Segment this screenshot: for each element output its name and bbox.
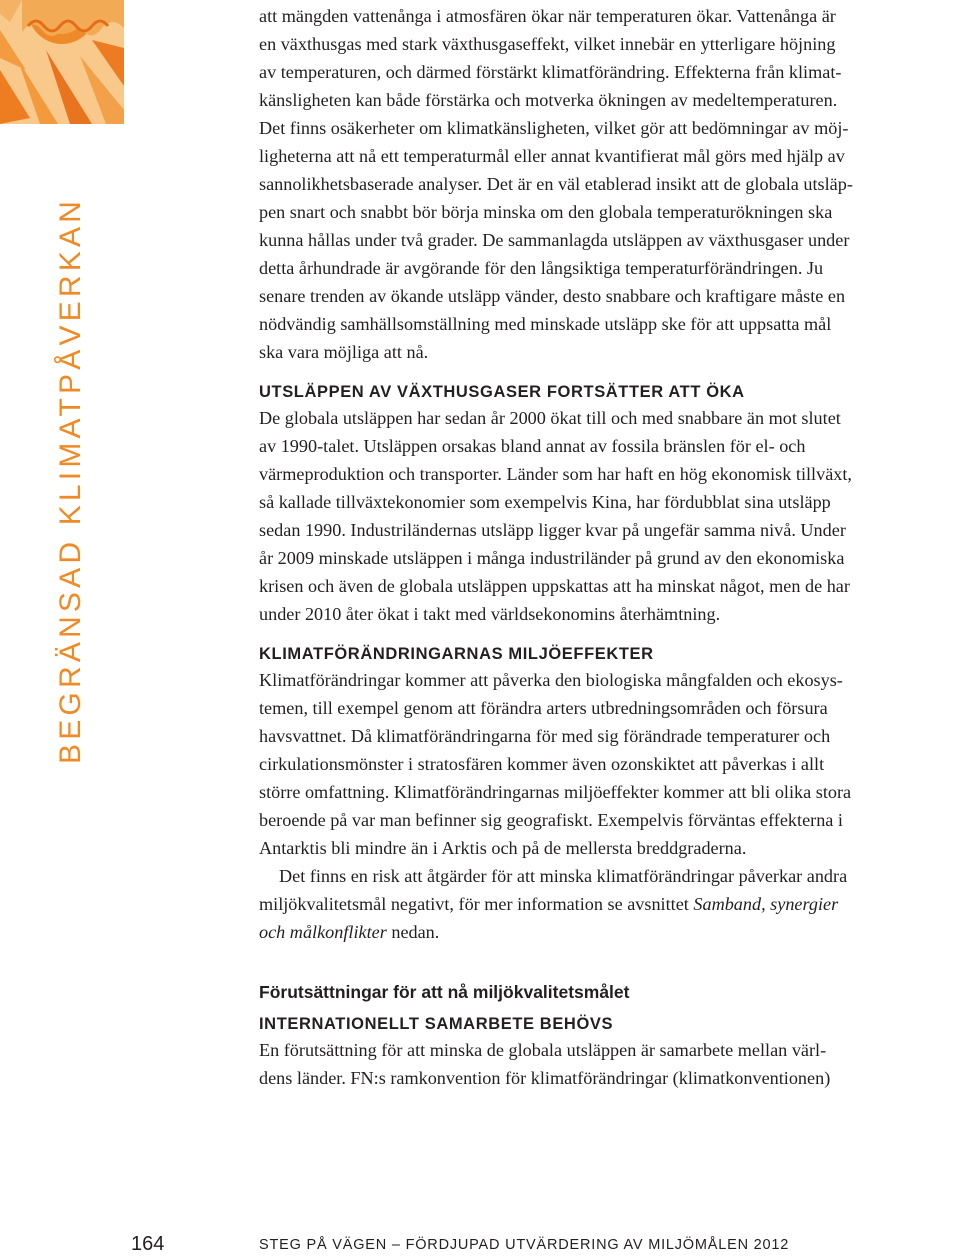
text-line: senare trenden av ökande utsläpp vänder, desto snabbare och kraftigare måste en [259,286,846,306]
cross-reference-link: och målkonflikter [259,922,387,942]
text-line: att mängden vattenånga i atmosfären ökar när temperaturen ökar. Vattenånga är [259,6,836,26]
text-line: så kallade tillväxtekonomier som exempelvis Kina, har fördubblat sina utsläpp [259,492,831,512]
text-line: en växthusgas med stark växthusgaseffekt, vilket innebär en ytterligare höjning [259,34,836,54]
text-line: dens länder. FN:s ramkonvention för klimatförändringar (klimatkonventionen) [259,1068,831,1088]
text-line: under 2010 åter ökat i takt med världsekonomins återhämtning. [259,604,721,624]
text-line: krisen och även de globala utsläppen uppskattas att ha minskat något, men de har [259,576,850,596]
text-line: cirkulationsmönster i stratosfären kommer även ozonskiktet att påverkas i allt [259,754,825,774]
text-line: sannolikhetsbaserade analyser. Det är en väl etablerad insikt att de globala utsläp- [259,174,853,194]
subheading-samarbete: INTERNATIONELLT SAMARBETE BEHÖVS [259,1015,614,1033]
text-line: känsligheten kan både förstärka och motverka ökningen av medeltemperaturen. [259,90,838,110]
text-line: värmeproduktion och transporter. Länder som har haft en hög ekonomisk tillväxt, [259,464,852,484]
paragraph-samarbete [259,1036,959,1092]
sun-logo-icon [0,0,124,124]
text-line: Antarktis bli mindre än i Arktis och på de mellersta breddgraderna. [259,838,747,858]
text-line: temen, till exempel genom att förändra arters utbredningsområden och försura [259,698,828,718]
text-segment: miljökvalitetsmål negativt, för mer information se avsnittet [259,894,694,914]
text-line: detta århundrade är avgörande för den långsiktiga temperaturförändringen. Ju [259,258,824,278]
text-line: Det finns en risk att åtgärder för att minska klimatförändringar påverkar andra [279,866,848,886]
page-footer [0,1233,960,1257]
text-line: En förutsättning för att minska de globala utsläppen är samarbete mellan värl- [259,1040,827,1060]
text-line [259,890,959,918]
subheading-utslappen: UTSLÄPPEN AV VÄXTHUSGASER FORTSÄTTER ATT ÖKA [259,383,745,401]
main-content [259,2,959,1092]
paragraph-utslappen [259,404,959,628]
text-line: större omfattning. Klimatförändringarnas miljöeffekter kommer att bli olika stora [259,782,852,802]
text-segment: nedan. [386,922,440,942]
text-line: år 2009 minskade utsläppen i många industriländer på grund av den ekonomiska [259,548,845,568]
text-line: Det finns osäkerheter om klimatkänsligheten, vilket gör att bedömningar av möj- [259,118,849,138]
text-line: Klimatförändringar kommer att påverka den biologiska mångfalden och ekosys- [259,670,843,690]
text-line: ska vara möjliga att nå. [259,342,429,362]
text-line: De globala utsläppen har sedan år 2000 ökat till och med snabbare än mot slutet [259,408,841,428]
paragraph-miljoeffekter [259,666,959,946]
page-number: 164 [131,1233,165,1255]
text-line [259,918,959,946]
cross-reference-link: Samband, synergier [693,894,839,914]
text-line: beroende på var man befinner sig geografiskt. Exempelvis förväntas effekterna i [259,810,843,830]
text-line: kunna hållas under två grader. De sammanlagda utsläppen av växthusgaser under [259,230,850,250]
text-line: havsvattnet. Då klimatförändringarna för med sig förändrade temperaturer och [259,726,831,746]
text-line: nödvändig samhällsomställning med minskade utsläpp ske för att uppsatta mål [259,314,832,334]
subheading-miljoeffekter: KLIMATFÖRÄNDRINGARNAS MILJÖEFFEKTER [259,645,654,663]
text-line: sedan 1990. Industriländernas utsläpp ligger kvar på ungefär samma nivå. Under [259,520,846,540]
text-line: av temperaturen, och därmed förstärkt klimatförändring. Effekterna från klimat- [259,62,842,82]
section-heading-forutsattningar: Förutsättningar för att nå miljökvalitetsmålet [259,982,630,1002]
section-side-title: BEGRÄNSAD KLIMATPÅVERKAN [54,196,87,764]
text-line: ligheterna att nå ett temperaturmål eller annat kvantifierat mål görs med hjälp av [259,146,845,166]
footer-publication-title: STEG PÅ VÄGEN – FÖRDJUPAD UTVÄRDERING AV MILJÖMÅLEN 2012 [259,1237,790,1253]
text-line: av 1990-talet. Utsläppen orsakas bland annat av fossila bränslen för el- och [259,436,806,456]
paragraph-klimatkanslighet [259,2,959,366]
text-line: pen snart och snabbt bör börja minska om den globala temperaturökningen ska [259,202,833,222]
